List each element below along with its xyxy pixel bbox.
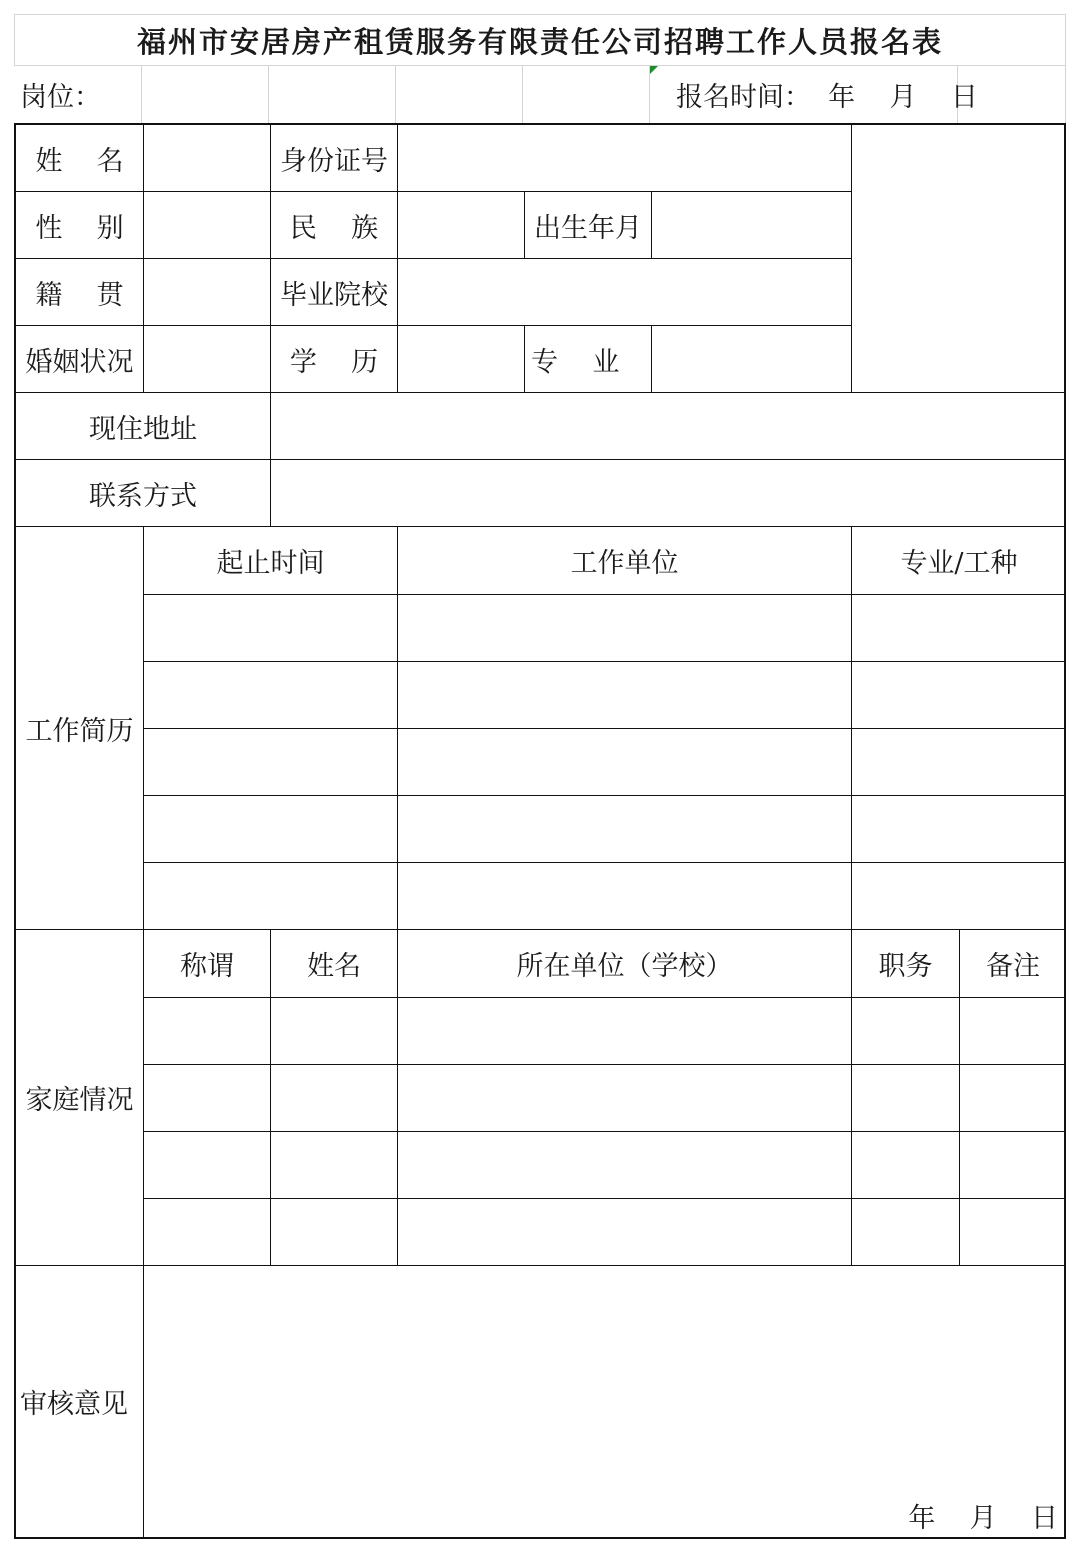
position-input-cell[interactable] <box>269 66 396 123</box>
family-header-title-text: 职务 <box>878 951 933 982</box>
work-period-input[interactable] <box>144 796 398 863</box>
work-period-input[interactable] <box>144 729 398 796</box>
major-label <box>525 326 652 393</box>
work-employer-input[interactable] <box>398 729 852 796</box>
family-name-input[interactable] <box>271 1132 398 1199</box>
work-header-employer-text: 工作单位 <box>570 548 679 579</box>
family-notes-input[interactable] <box>960 1065 1066 1132</box>
work-header-period <box>144 527 398 595</box>
address-label <box>16 393 271 460</box>
photo-box <box>852 125 1066 393</box>
work-specialty-input[interactable] <box>852 729 1066 796</box>
family-header-employer-text: 所在单位（学校） <box>516 951 733 982</box>
id-number-input[interactable] <box>398 125 852 192</box>
family-relation-input[interactable] <box>144 1199 271 1266</box>
position-input-cell[interactable] <box>396 66 523 123</box>
family-header-relation-text: 称谓 <box>180 951 234 982</box>
family-relation-input[interactable] <box>144 998 271 1065</box>
work-period-input[interactable] <box>144 863 398 930</box>
work-employer-input[interactable] <box>398 796 852 863</box>
ethnicity-label-text: 民 族 <box>289 212 379 244</box>
name-label-text: 姓 名 <box>35 145 124 177</box>
signup-date-text: 报名时间： 年 月 日 <box>676 82 978 113</box>
education-input[interactable] <box>398 326 525 393</box>
family-header-name <box>271 930 398 998</box>
position-row <box>14 66 1066 123</box>
contact-label-text: 联系方式 <box>89 480 197 512</box>
marital-label-text: 婚姻状况 <box>25 346 134 378</box>
gender-label-text: 性 别 <box>35 212 124 244</box>
work-specialty-input[interactable] <box>852 662 1066 729</box>
native-place-label-text: 籍 贯 <box>35 279 124 311</box>
name-input[interactable] <box>144 125 271 192</box>
family-title-input[interactable] <box>852 1065 960 1132</box>
family-header-notes <box>960 930 1066 998</box>
school-label-text: 毕业院校 <box>280 279 388 311</box>
contact-input[interactable] <box>271 460 1066 527</box>
family-header-notes-text: 备注 <box>986 951 1040 982</box>
family-employer-input[interactable] <box>398 998 852 1065</box>
family-employer-input[interactable] <box>398 1199 852 1266</box>
family-title-input[interactable] <box>852 1132 960 1199</box>
review-section <box>16 1266 144 1537</box>
name-label <box>16 125 144 192</box>
native-place-label <box>16 259 144 326</box>
family-header-title <box>852 930 960 998</box>
family-notes-input[interactable] <box>960 1199 1066 1266</box>
gender-label <box>16 192 144 259</box>
review-label: 审核意见 <box>20 1389 128 1420</box>
school-input[interactable] <box>398 259 852 326</box>
work-specialty-input[interactable] <box>852 796 1066 863</box>
family-header-employer <box>398 930 852 998</box>
family-name-input[interactable] <box>271 1199 398 1266</box>
native-place-input[interactable] <box>144 259 271 326</box>
birth-label-text: 出生年月 <box>534 212 642 244</box>
cell-comment-marker <box>650 66 658 74</box>
marital-label <box>16 326 144 393</box>
sheet-gridline <box>14 14 1066 66</box>
birth-label <box>525 192 652 259</box>
work-header-specialty <box>852 527 1066 595</box>
position-label-text: 岗位： <box>20 82 101 113</box>
work-period-input[interactable] <box>144 595 398 662</box>
id-number-label <box>271 125 398 192</box>
position-label <box>14 66 142 123</box>
family-title-input[interactable] <box>852 998 960 1065</box>
work-header-employer <box>398 527 852 595</box>
birth-input[interactable] <box>652 192 852 259</box>
work-history-label: 工作简历 <box>25 715 134 747</box>
review-input[interactable] <box>144 1266 1066 1537</box>
family-title-input[interactable] <box>852 1199 960 1266</box>
work-specialty-input[interactable] <box>852 595 1066 662</box>
school-label <box>271 259 398 326</box>
family-relation-input[interactable] <box>144 1065 271 1132</box>
work-specialty-input[interactable] <box>852 863 1066 930</box>
ethnicity-label <box>271 192 398 259</box>
position-input-cell[interactable] <box>142 66 269 123</box>
gender-input[interactable] <box>144 192 271 259</box>
work-employer-input[interactable] <box>398 662 852 729</box>
education-label <box>271 326 398 393</box>
work-header-period-text: 起止时间 <box>216 548 325 579</box>
work-employer-input[interactable] <box>398 595 852 662</box>
ethnicity-input[interactable] <box>398 192 525 259</box>
registration-form <box>14 123 1066 1539</box>
family-relation-input[interactable] <box>144 1132 271 1199</box>
form-title: 福州市安居房产租赁服务有限责任公司招聘工作人员报名表 <box>136 24 943 59</box>
family-employer-input[interactable] <box>398 1065 852 1132</box>
work-period-input[interactable] <box>144 662 398 729</box>
education-label-text: 学 历 <box>289 346 379 378</box>
major-label-text: 专 业 <box>531 346 620 378</box>
family-employer-input[interactable] <box>398 1132 852 1199</box>
work-header-specialty-text: 专业/工种 <box>900 548 1018 579</box>
id-number-label-text: 身份证号 <box>280 145 388 177</box>
marital-input[interactable] <box>144 326 271 393</box>
family-header-relation <box>144 930 271 998</box>
address-input[interactable] <box>271 393 1066 460</box>
family-notes-input[interactable] <box>960 998 1066 1065</box>
family-notes-input[interactable] <box>960 1132 1066 1199</box>
contact-label <box>16 460 271 527</box>
family-section <box>16 930 144 1266</box>
family-name-input[interactable] <box>271 1065 398 1132</box>
family-name-input[interactable] <box>271 998 398 1065</box>
work-employer-input[interactable] <box>398 863 852 930</box>
signup-date <box>650 66 978 123</box>
work-history-section <box>16 527 144 930</box>
major-input[interactable] <box>652 326 852 393</box>
address-label-text: 现住地址 <box>89 413 197 445</box>
position-input-cell[interactable] <box>523 66 650 123</box>
family-header-name-text: 姓名 <box>307 951 361 982</box>
family-label: 家庭情况 <box>25 1085 134 1116</box>
blank-cell <box>958 66 1066 123</box>
review-date: 年 月 日 <box>908 1503 1058 1534</box>
